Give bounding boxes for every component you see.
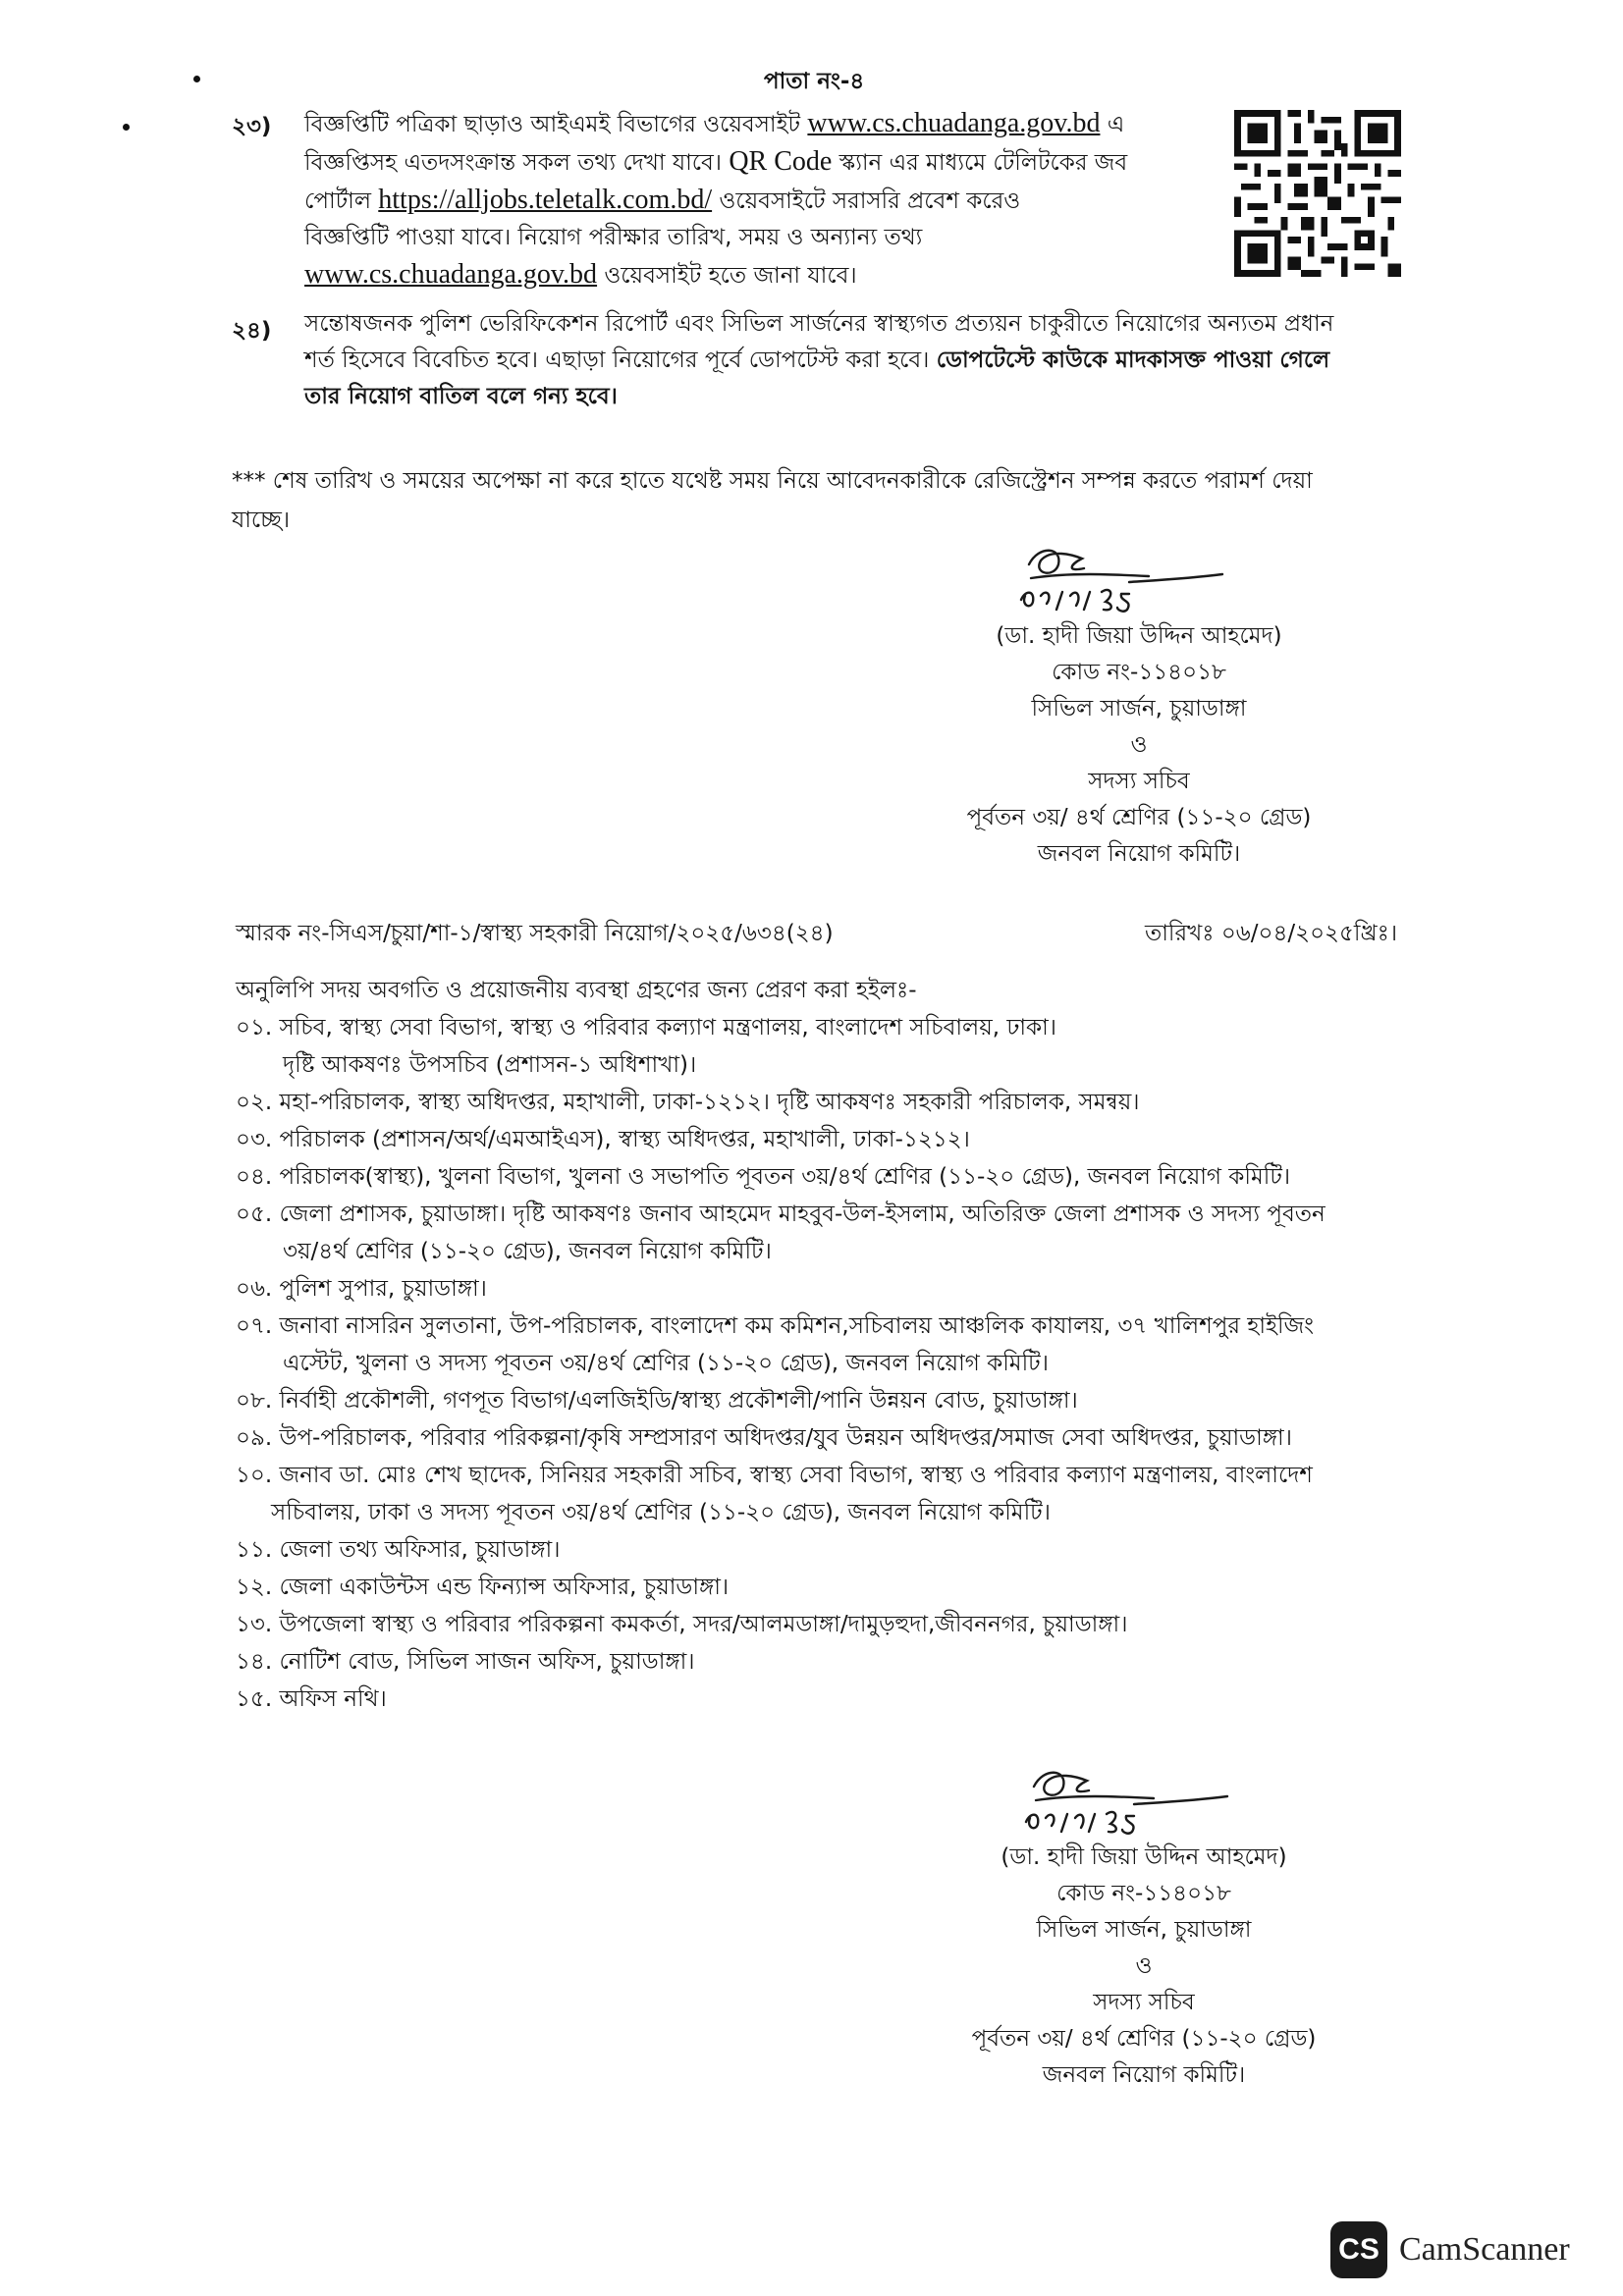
list-item: ০৭. জনাবা নাসরিন সুলতানা, উপ-পরিচালক, বাংলাদেশ কম কমিশন,সচিবালয় আঞ্চলিক কাযালয়, ৩৭ খালিশপুর হাইজিং (236, 1313, 1315, 1339)
list-item: ০৯. উপ-পরিচালক, পরিবার পরিকল্পনা/কৃষি সম্প্রসারণ অধিদপ্তর/যুব উন্নয়ন অধিদপ্তর/সমাজ সেবা অধিদপ্তর, চুয়াডাঙ্গা। (236, 1425, 1292, 1451)
item-number: ২৪) (232, 318, 272, 344)
list-item: ১৪. নোটিশ বোড, সিভিল সাজন অফিস, চুয়াডাঙ্গা। (236, 1649, 695, 1675)
list-item: ১৫. অফিস নথি। (236, 1686, 387, 1712)
signatory-name: (ডা. হাদী জিয়া উদ্দিন আহমেদ) (996, 623, 1282, 649)
camscanner-logo-icon: CS (1330, 2221, 1387, 2278)
list-item: ০৬. পুলিশ সুপার, চুয়াডাঙ্গা। (236, 1276, 487, 1302)
list-item: দৃষ্টি আকষণঃ উপসচিব (প্রশাসন-১ অধিশাখা)। (283, 1052, 697, 1078)
signatory-name: (ডা. হাদী জিয়া উদ্দিন আহমেদ) (1001, 1844, 1287, 1870)
list-item: ০৪. পরিচালক(স্বাস্থ্য), খুলনা বিভাগ, খুলনা ও সভাপতি পূবতন ৩য়/৪র্থ শ্রেণির (১১-২০ গ্রেড), জনবল নিয়োগ কমিটি। (236, 1164, 1291, 1190)
website-link[interactable]: www.cs.chuadanga.gov.bd (807, 108, 1101, 138)
list-item: ০৫. জেলা প্রশাসক, চুয়াডাঙ্গা। দৃষ্টি আকষণঃ জনাব আহমেদ মাহবুব-উল-ইসলাম, অতিরিক্ত জেলা প্রশাসক ও সদস্য পূবতন (236, 1201, 1325, 1227)
memo-date: তারিখঃ ০৬/০৪/২০২৫খ্রিঃ। (1145, 921, 1398, 946)
paragraph-line: বিজ্ঞপ্তিটি পাওয়া যাবে। নিয়োগ পরীক্ষার তারিখ, সময় ও অন্যান্য তথ্য (304, 225, 923, 250)
signatory-block: (ডা. হাদী জিয়া উদ্দিন আহমেদ) কোড নং-১১৪০১৮ সিভিল সার্জন, চুয়াডাঙ্গা ও সদস্য সচিব পূর্বতন ৩য়/ ৪র্থ শ্রেণির (১১-২০ গ্রেড) জনবল নিয়োগ কমিটি। (884, 618, 1394, 873)
list-item: সচিবালয়, ঢাকা ও সদস্য পূবতন ৩য়/৪র্থ শ্রেণির (১১-২০ গ্রেড), জনবল নিয়োগ কমিটি। (271, 1500, 1051, 1525)
signatory-code: কোড নং-১১৪০১৮ (1052, 660, 1226, 685)
cc-intro: অনুলিপি সদয় অবগতি ও প্রয়োজনীয় ব্যবস্থা গ্রহণের জন্য প্রেরণ করা হইলঃ- (236, 978, 917, 1003)
paragraph-line: বিজ্ঞপ্তিসহ এতদসংক্রান্ত সকল তথ্য দেখা যাবে। QR Code স্ক্যান এর মাধ্যমে টেলিটকের জব (304, 146, 1128, 177)
list-item: ০৮. নির্বাহী প্রকৌশলী, গণপূত বিভাগ/এলজিইডি/স্বাস্থ্য প্রকৌশলী/পানি উন্নয়ন বোড, চুয়াডাঙ্গা। (236, 1388, 1078, 1414)
scan-dot (193, 76, 200, 82)
item-23-paragraph (304, 105, 1217, 294)
page-number-header: পাতা নং-৪ (764, 69, 865, 94)
qr-code[interactable] (1230, 110, 1405, 277)
camscanner-watermark (1330, 2220, 1570, 2279)
paragraph-line: বিজ্ঞপ্তিটি পত্রিকা ছাড়াও আইএমই বিভাগের ওয়েবসাইট www.cs.chuadanga.gov.bd এ (304, 108, 1125, 138)
signatory-title: সিভিল সার্জন, চুয়াডাঙ্গা (1036, 1917, 1252, 1943)
camscanner-label: CamScanner (1399, 2231, 1570, 2268)
website-link[interactable]: www.cs.chuadanga.gov.bd (304, 259, 598, 290)
list-item: ৩য়/৪র্থ শ্রেণির (১১-২০ গ্রেড), জনবল নিয়োগ কমিটি। (283, 1239, 772, 1264)
handwritten-signature (1011, 535, 1237, 623)
paragraph-line: শর্ত হিসেবে বিবেচিত হবে। এছাড়া নিয়োগের পূর্বে ডোপটেস্ট করা হবে। ডোপটেস্টে কাউকে মাদকাসক্ত পাওয়া গেলে (304, 347, 1330, 373)
item-24-paragraph (304, 306, 1409, 415)
signatory-block: (ডা. হাদী জিয়া উদ্দিন আহমেদ) কোড নং-১১৪০১৮ সিভিল সার্জন, চুয়াডাঙ্গা ও সদস্য সচিব পূর্বতন ৩য়/ ৪র্থ শ্রেণির (১১-২০ গ্রেড) জনবল নিয়োগ কমিটি। (889, 1840, 1399, 2094)
item-number: ২৩) (232, 114, 272, 139)
memo-number: স্মারক নং-সিএস/চুয়া/শা-১/স্বাস্থ্য সহকারী নিয়োগ/২০২৫/৬৩৪(২৪) (236, 921, 834, 946)
paragraph-line: সন্তোষজনক পুলিশ ভেরিফিকেশন রিপোর্ট এবং সিভিল সার্জনের স্বাস্থ্যগত প্রত্যয়ন চাকুরীতে নিয়োগের অন্যতম প্রধান (304, 311, 1334, 337)
handwritten-signature (1016, 1757, 1242, 1845)
paragraph-line: www.cs.chuadanga.gov.bd ওয়েবসাইট হতে জানা যাবে। (304, 259, 857, 290)
list-item: ১৩. উপজেলা স্বাস্থ্য ও পরিবার পরিকল্পনা কমকর্তা, সদর/আলমডাঙ্গা/দামুড়হুদা,জীবননগর, চুয়াডাঙ্গা। (236, 1612, 1128, 1637)
registration-advice-note: *** শেষ তারিখ ও সময়ের অপেক্ষা না করে হাতে যথেষ্ট সময় নিয়ে আবেদনকারীকে রেজিস্ট্রেশন সম্পন্ন করতে পরামর্শ দেয়া যাচ্ছে। (232, 468, 1313, 533)
list-item: ১১. জেলা তথ্য অফিসার, চুয়াডাঙ্গা। (236, 1537, 561, 1563)
paragraph-line: পোর্টাল https://alljobs.teletalk.com.bd/ ওয়েবসাইটে সরাসরি প্রবেশ করেও (304, 185, 1021, 215)
teletalk-link[interactable]: https://alljobs.teletalk.com.bd/ (378, 185, 713, 215)
list-item: ০৩. পরিচালক (প্রশাসন/অর্থ/এমআইএস), স্বাস্থ্য অধিদপ্তর, মহাখালী, ঢাকা-১২১২। (236, 1127, 970, 1152)
list-item: এস্টেট, খুলনা ও সদস্য পূবতন ৩য়/৪র্থ শ্রেণির (১১-২০ গ্রেড), জনবল নিয়োগ কমিটি। (283, 1351, 1049, 1376)
paragraph-line: তার নিয়োগ বাতিল বলে গন্য হবে। (304, 384, 618, 409)
list-item: ১০. জনাব ডা. মোঃ শেখ ছাদেক, সিনিয়র সহকারী সচিব, স্বাস্থ্য সেবা বিভাগ, স্বাস্থ্য ও পরিবার কল্যাণ মন্ত্রণালয়, বাংলাদেশ (236, 1463, 1313, 1488)
scan-dot (123, 124, 130, 131)
signatory-code: কোড নং-১১৪০১৮ (1056, 1881, 1231, 1906)
list-item: ০১. সচিব, স্বাস্থ্য সেবা বিভাগ, স্বাস্থ্য ও পরিবার কল্যাণ মন্ত্রণালয়, বাংলাদেশ সচিবালয়, ঢাকা। (236, 1015, 1057, 1041)
list-item: ০২. মহা-পরিচালক, স্বাস্থ্য অধিদপ্তর, মহাখালী, ঢাকা-১২১২। দৃষ্টি আকষণঃ সহকারী পরিচালক, সমন্বয়। (236, 1090, 1140, 1115)
list-item: ১২. জেলা একাউন্টস এন্ড ফিন্যান্স অফিসার, চুয়াডাঙ্গা। (236, 1575, 730, 1600)
signatory-title: সিভিল সার্জন, চুয়াডাঙ্গা (1031, 696, 1247, 721)
